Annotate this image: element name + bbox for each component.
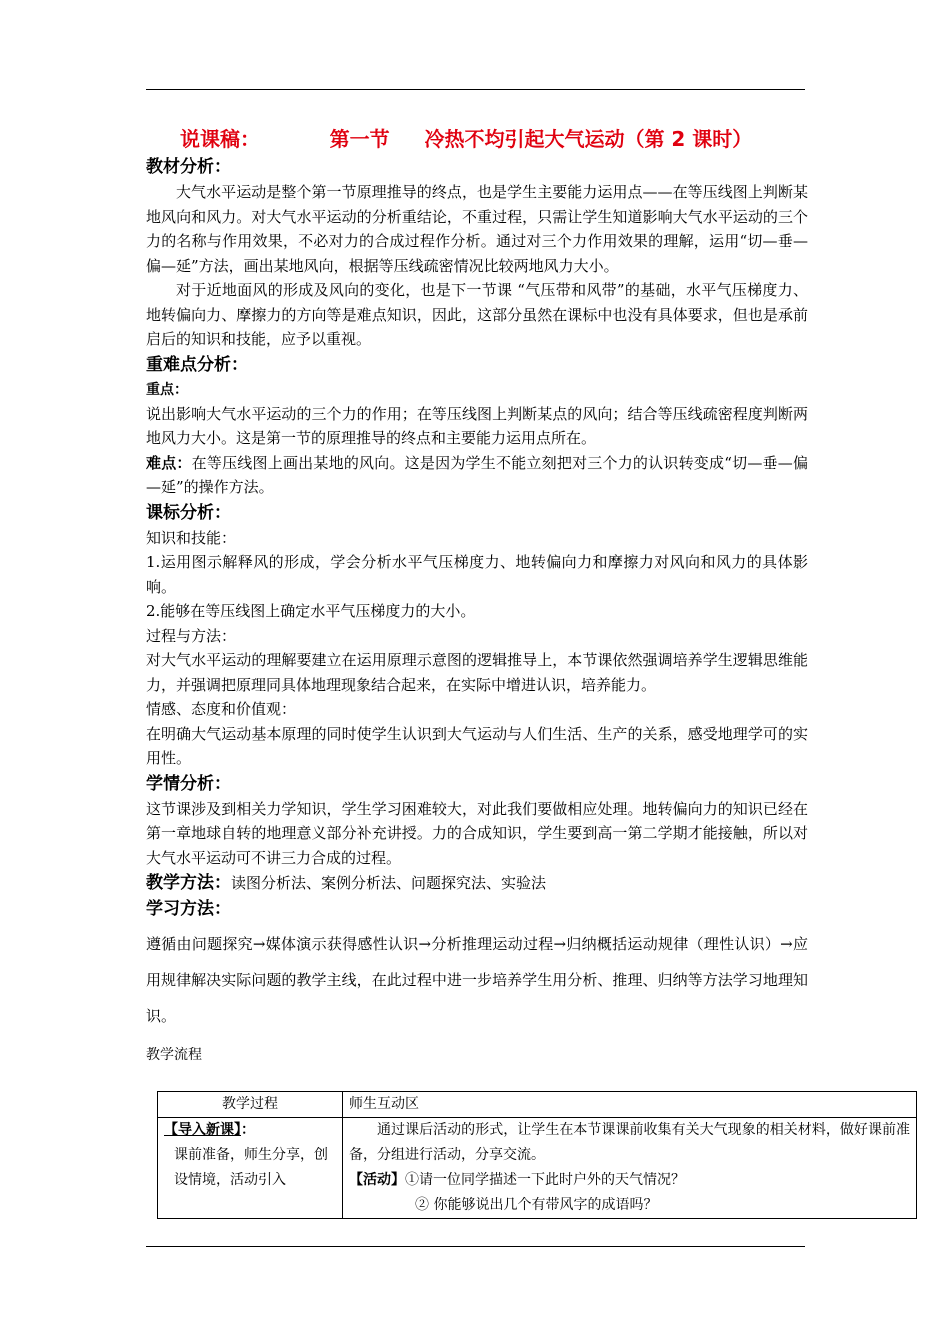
textbook-paragraph-2: 对于近地面风的形成及风向的变化，也是下一节课 “气压带和风带”的基础，水平气压梯度力、地转偏向力、摩擦力的方向等是难点知识，因此，这部分虽然在课标中也没有具体要求，但也是承前启后的知识和技能，应予以重视。 (146, 281, 808, 348)
document-body (146, 116, 808, 1066)
students-analysis-text: 这节课涉及到相关力学知识，学生学习困难较大，对此我们要做相应处理。地转偏向力的知识已经在第一章地球自转的地理意义部分补充讲授。力的合成知识，学生要到高一第二学期才能接触，所以对大气水平运动可不讲三力合成的过程。 (146, 799, 808, 867)
emotion-values-label: 情感、态度和价值观： (146, 700, 297, 718)
difficult-point-label: 难点： (146, 453, 192, 472)
knowledge-item-1: 1.运用图示解释风的形成，学会分析水平气压梯度力、地转偏向力和摩擦力对风向和风力的具体影响。 (146, 553, 808, 596)
teaching-flow-table (157, 1091, 917, 1219)
table-header-process: 教学过程 (158, 1092, 343, 1118)
key-point-label: 重点： (146, 381, 188, 398)
table-row (158, 1118, 917, 1219)
teaching-methods-line (146, 870, 808, 896)
stage-description: 课前准备，师生分享，创设情境，活动引入 (174, 1147, 328, 1188)
section-heading-textbook: 教材分析： (146, 157, 231, 177)
interaction-cell (343, 1118, 917, 1219)
question-1-text: ①请一位同学描述一下此时户外的天气情况？ (405, 1172, 685, 1188)
key-point-text: 说出影响大气水平运动的三个力的作用；在等压线图上判断某点的风向；结合等压线疏密程度判断两地风力大小。这是第一节的原理推导的终点和主要能力运用点所在。 (146, 404, 808, 447)
stage-cell (158, 1118, 343, 1219)
interaction-intro: 通过课后活动的形式，让学生在本节课课前收集有关大气现象的相关材料，做好课前准备，分组进行活动，分享交流。 (349, 1122, 910, 1163)
knowledge-item-2: 2.能够在等压线图上确定水平气压梯度力的大小。 (146, 602, 476, 620)
knowledge-skills-label: 知识和技能： (146, 528, 237, 547)
teaching-methods-label: 教学方法： (146, 873, 231, 893)
section-heading-learning-methods: 学习方法： (146, 899, 231, 919)
stage-tag: 【导入新课】 (164, 1122, 241, 1138)
stage-title (164, 1118, 336, 1143)
process-methods-label: 过程与方法： (146, 626, 237, 645)
learning-methods-text: 遵循由问题探究→媒体演示获得感性认识→分析推理运动过程→归纳概括运动规律（理性认识）→应用规律解决实际问题的教学主线，在此过程中进一步培养学生用分析、推理、归纳等方法学习地理知识。 (146, 935, 808, 1025)
section-heading-keypoints: 重难点分析： (146, 354, 248, 375)
difficult-point-text: 在等压线图上画出某地的风向。这是因为学生不能立刻把对三个力的认识转变成“切—垂—偏—延”的操作方法。 (146, 453, 808, 496)
activity-question-1 (349, 1168, 910, 1193)
emotion-values-text: 在明确大气运动基本原理的同时使学生认识到大气运动与人们生活、生产的关系，感受地理学可的实用性。 (146, 724, 808, 767)
stage-colon: ： (241, 1122, 255, 1138)
section-heading-students: 学情分析： (146, 773, 231, 794)
difficult-point-paragraph (146, 451, 808, 500)
table-header-row (158, 1092, 917, 1118)
teaching-flow-label: 教学流程 (146, 1047, 202, 1063)
footer-rule (146, 1246, 805, 1247)
textbook-paragraph-1: 大气水平运动是整个第一节原理推导的终点，也是学生主要能力运用点——在等压线图上判断某地风向和风力。对大气水平运动的分析重结论，不重过程，只需让学生知道影响大气水平运动的三个力的名称与作用效果，不必对力的合成过程作分析。通过对三个力作用效果的理解，运用“切—垂—偏—延”方法，画出某地风向，根据等压线疏密情况比较两地风力大小。 (146, 183, 808, 275)
table-header-interaction: 师生互动区 (343, 1092, 917, 1118)
header-rule (146, 89, 805, 90)
activity-question-2: ② 你能够说出几个有带风字的成语吗？ (415, 1197, 658, 1213)
section-heading-curriculum: 课标分析： (146, 502, 231, 523)
activity-tag: 【活动】 (349, 1172, 405, 1188)
process-methods-text: 对大气水平运动的理解要建立在运用原理示意图的逻辑推导上，本节课依然强调培养学生逻辑思维能力，并强调把原理同具体地理现象结合起来，在实际中增进认识，培养能力。 (146, 651, 808, 694)
document-title: 说课稿： 第一节 冷热不均引起大气运动（第 2 课时） (180, 127, 753, 151)
teaching-methods-text: 读图分析法、案例分析法、问题探究法、实验法 (231, 874, 547, 892)
